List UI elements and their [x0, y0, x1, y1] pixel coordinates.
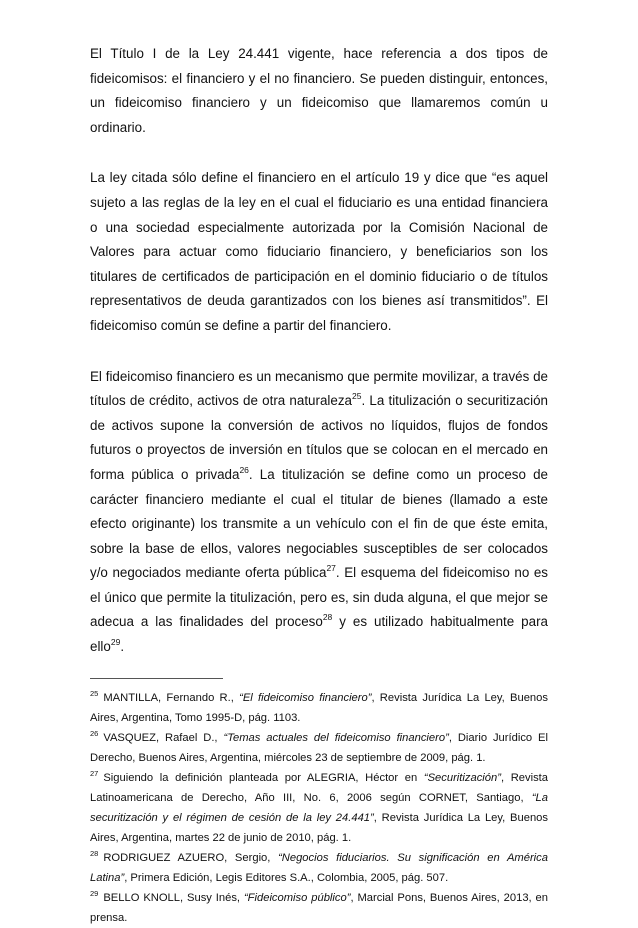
cited-title: “Temas actuales del fideicomiso financiero” [223, 731, 449, 744]
text-run: El fideicomiso financiero es un mecanismo que permite movilizar, a través de títulos de crédito, activos de otra naturaleza [90, 368, 548, 409]
paragraph [90, 365, 548, 660]
footnote [90, 768, 548, 848]
text-run: , Revista Latinoamericana de Derecho, Año III, No. 6, 2006 según CORNET, Santiago, [90, 771, 548, 804]
footnote-reference: 25 [351, 391, 362, 402]
footnote [90, 888, 548, 928]
footnote-reference: 27 [326, 563, 336, 574]
footnote-reference: 28 [322, 612, 333, 623]
footnote-reference: 29 [110, 637, 121, 648]
text-run: , Revista Jurídica La Ley, Buenos Aires, Argentina, Tomo 1995-D, pág. 1103. [90, 691, 548, 724]
text-run: . La titulización se define como un proceso de carácter financiero mediante el cual el titular de bienes (llamado a este efecto originante) los transmite a un vehículo con el fin de que éste emita, sobre la base de ellos, valores negociables susceptibles de ser colocados y/o negociados mediante oferta pública [90, 466, 548, 581]
text-run: , Primera Edición, Legis Editores S.A., Colombia, 2005, pág. 507. [124, 871, 449, 884]
cited-title: “Negocios fiduciarios. Su significación en América Latina” [90, 851, 548, 884]
text-run: . El esquema del fideicomiso no es el único que permite la titulización, pero es, sin duda alguna, el que mejor se adecua a las finalidades del proceso [90, 565, 548, 630]
footnote-number: 28 [90, 848, 99, 858]
footnote [90, 728, 548, 768]
text-run: La ley citada sólo define el financiero en el artículo 19 y dice que “es aquel sujeto a las reglas de la ley en el cual el fiduciario es una entidad financiera o una sociedad especialmente autorizada por la Comisión Nacional de Valores para actuar como fiduciario financiero, y beneficiarios son los titulares de certificados de participación en el dominio fiduciario o de títulos representativos de deuda garantizados con los bienes así transmitidos”. El fideicomiso común se define a partir del financiero. [90, 170, 548, 333]
text-run: Siguiendo la definición planteada por ALEGRIA, Héctor en [103, 771, 424, 784]
footnote-separator [90, 678, 223, 679]
text-run: . [120, 639, 125, 655]
text-run: , Marcial Pons, Buenos Aires, 2013, en prensa. [90, 891, 548, 924]
footnote-reference: 26 [239, 464, 249, 475]
text-run: BELLO KNOLL, Susy Inés, [103, 891, 244, 904]
footnote-number: 25 [90, 688, 99, 698]
text-run: RODRIGUEZ AZUERO, Sergio, [103, 851, 279, 864]
cited-title: “Fideicomiso público” [243, 891, 351, 904]
footnote-number: 27 [90, 768, 99, 778]
text-run: y es utilizado habitualmente para ello [90, 614, 548, 655]
cited-title: “Securitización” [423, 771, 501, 784]
text-run: , Revista Jurídica La Ley, Buenos Aires, Argentina, martes 22 de junio de 2010, pág. 1. [90, 811, 548, 844]
text-run: VASQUEZ, Rafael D., [103, 731, 224, 744]
document-page [90, 42, 548, 928]
paragraph [90, 166, 548, 338]
cited-title: “La securitización y el régimen de cesión de la ley 24.441” [90, 791, 548, 824]
footnote [90, 688, 548, 728]
footnote-number: 29 [90, 888, 99, 898]
text-run: El Título I de la Ley 24.441 vigente, hace referencia a dos tipos de fideicomisos: el financiero y el no financiero. Se pueden distinguir, entonces, un fideicomiso financiero y un fideicomiso que llamaremos común u ordinario. [90, 46, 548, 135]
text-run: , Diario Jurídico El Derecho, Buenos Aires, Argentina, miércoles 23 de septiembre de 2009, pág. 1. [90, 731, 548, 764]
text-run: MANTILLA, Fernando R., [103, 691, 240, 704]
paragraph [90, 42, 548, 140]
cited-title: “El fideicomiso financiero” [239, 691, 372, 704]
footnotes [90, 688, 548, 928]
footnote [90, 848, 548, 888]
footnote-number: 26 [90, 728, 99, 738]
body-text [90, 42, 548, 660]
text-run: . La titulización o securitización de activos supone la conversión de activos no líquidos, flujos de fondos futuros o proyectos de inversión en títulos que se colocan en el mercado en forma pública o privada [90, 393, 548, 482]
